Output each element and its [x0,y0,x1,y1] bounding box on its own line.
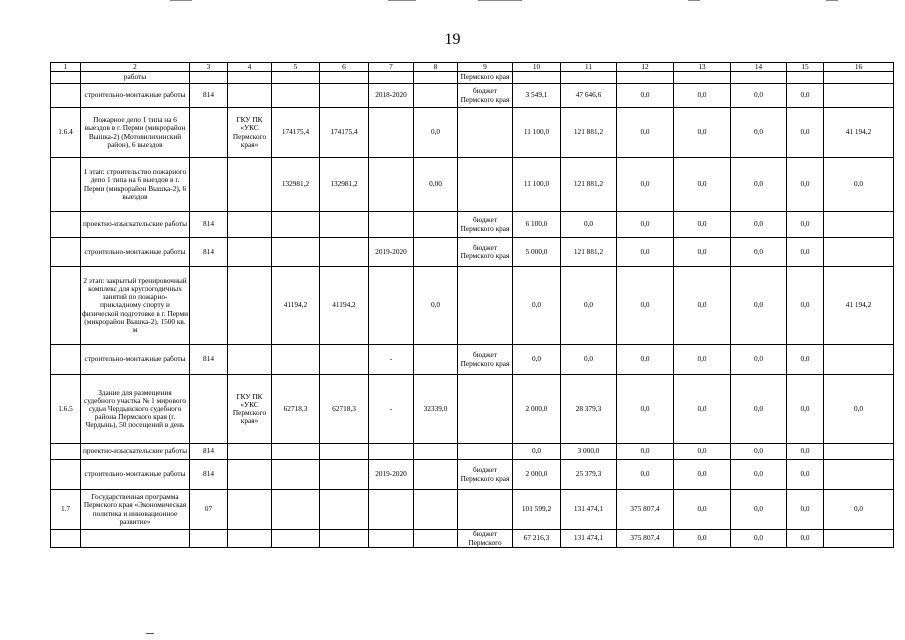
header-cell: 6 [320,63,369,72]
table-cell [824,460,894,490]
table-cell: бюджет Пермского [458,530,513,548]
table-cell: 1.6.4 [51,108,81,158]
table-cell: строительно-монтажные работы [81,460,190,490]
table-cell: работы [81,72,190,84]
table-cell: 121 881,2 [561,238,617,267]
bottom-mark [146,633,154,634]
table-cell: 0,0 [731,460,787,490]
table-cell: 2 000,0 [513,375,561,444]
table-cell [320,460,369,490]
table-cell [414,72,458,84]
table-cell [272,84,320,108]
table-cell: 814 [190,238,228,267]
table-cell: 814 [190,444,228,460]
table-cell [824,72,894,84]
table-cell: ГКУ ПК «УКС Пермского края» [228,375,272,444]
table-cell: 0,0 [674,345,731,375]
table-cell [51,238,81,267]
table-cell [369,444,414,460]
table-cell: 0,0 [617,444,674,460]
table-cell: 0,0 [787,490,824,530]
table-cell: 47 646,6 [561,84,617,108]
table-cell: 0,0 [617,158,674,212]
table-cell: 0,0 [787,444,824,460]
table-cell [272,490,320,530]
table-cell [414,460,458,490]
table-cell [272,460,320,490]
header-cell: 8 [414,63,458,72]
table-cell: 62718,3 [272,375,320,444]
table-cell: 5 000,0 [513,238,561,267]
table-cell: 41194,2 [320,267,369,345]
table-cell: 0,0 [674,444,731,460]
table-cell [513,72,561,84]
table-cell: 62718,3 [320,375,369,444]
table-cell: 132981,2 [272,158,320,212]
table-cell: 0,0 [674,108,731,158]
table-cell [824,345,894,375]
budget-table [50,62,894,548]
table-cell [190,158,228,212]
table-cell [228,490,272,530]
table-cell: 0,0 [731,375,787,444]
table-cell: 0,0 [561,267,617,345]
table-cell: 3 000,0 [561,444,617,460]
table-cell [824,530,894,548]
table-cell: 0,0 [617,212,674,238]
table-cell [272,345,320,375]
table-cell: бюджет Пермского края [458,238,513,267]
table-cell: 375 807,4 [617,490,674,530]
table-cell: бюджет Пермского края [458,460,513,490]
table-cell: 0,0 [617,84,674,108]
table-cell [51,267,81,345]
table-cell: 0,0 [513,345,561,375]
table-cell [320,212,369,238]
table-cell [414,84,458,108]
table-cell [458,108,513,158]
table-cell: 0,0 [617,460,674,490]
table-cell [824,212,894,238]
header-cell: 10 [513,63,561,72]
table-cell [190,267,228,345]
table-cell [458,267,513,345]
table-row [51,375,894,444]
table-cell [228,84,272,108]
table-cell [617,72,674,84]
top-edge-line [170,0,192,1]
top-edge-line [826,0,838,1]
table-cell: Государственная программа Пермского края «Экономическая политика и инновационное развитие» [81,490,190,530]
table-cell [320,345,369,375]
table-cell [228,345,272,375]
table-cell: 131 474,1 [561,490,617,530]
table-cell: 2 000,0 [513,460,561,490]
table-row [51,490,894,530]
table-cell [51,444,81,460]
table-cell [51,212,81,238]
table-cell: 2018-2020 [369,84,414,108]
table-row [51,158,894,212]
table-cell [51,345,81,375]
table-cell: 814 [190,212,228,238]
table-cell [81,530,190,548]
table-cell: 41 194,2 [824,108,894,158]
table-row [51,108,894,158]
table-cell [731,72,787,84]
table-cell: 0,0 [674,158,731,212]
header-cell: 12 [617,63,674,72]
table-cell: 0,0 [787,84,824,108]
table-row [51,345,894,375]
table-cell: 0,0 [731,267,787,345]
table-cell [51,460,81,490]
top-edge-line [688,0,700,1]
header-cell: 1 [51,63,81,72]
table-cell [369,72,414,84]
table-cell: 0,0 [674,84,731,108]
table-cell: 0,0 [674,238,731,267]
table-cell [272,444,320,460]
table-cell: 174175,4 [320,108,369,158]
table-cell [272,238,320,267]
table-cell: строительно-монтажные работы [81,84,190,108]
table-cell: 0,0 [674,530,731,548]
table-cell [228,212,272,238]
table-cell: 0,0 [787,345,824,375]
table-cell: - [369,375,414,444]
table-cell [51,84,81,108]
table-cell: 0,0 [731,444,787,460]
table-cell: 0,0 [561,212,617,238]
table-cell: 174175,4 [272,108,320,158]
table-cell: 0,0 [731,345,787,375]
table-cell [824,84,894,108]
table-row [51,72,894,84]
table-row [51,238,894,267]
table-cell [369,267,414,345]
table-cell: 6 100,0 [513,212,561,238]
table-cell: 132981,2 [320,158,369,212]
table-cell: 0,0 [731,212,787,238]
table-cell [228,158,272,212]
table-cell: 0,0 [414,267,458,345]
table-cell [228,530,272,548]
header-cell: 9 [458,63,513,72]
table-cell: бюджет Пермского края [458,345,513,375]
table-cell [320,238,369,267]
table-cell: Пожарное депо 1 типа на 6 выездов в г. Перми (микрорайон Вышка-2) (Мотовилихинский район), 6 выездов [81,108,190,158]
table-cell [824,238,894,267]
table-cell: 814 [190,84,228,108]
header-cell: 11 [561,63,617,72]
header-cell: 5 [272,63,320,72]
table-cell: 0,0 [824,375,894,444]
table-cell [458,490,513,530]
table-cell [674,72,731,84]
table-cell [228,72,272,84]
table-row [51,212,894,238]
table-cell: 0,0 [617,375,674,444]
table-cell: 101 599,2 [513,490,561,530]
table-cell: строительно-монтажные работы [81,238,190,267]
table-cell [320,84,369,108]
table-cell [320,444,369,460]
top-edge-line [478,0,522,1]
table-cell: 0,0 [617,345,674,375]
table-cell [190,108,228,158]
table-cell: 0,0 [787,460,824,490]
table-cell: бюджет Пермского края [458,84,513,108]
table-cell: 41 194,2 [824,267,894,345]
table-cell: 0,0 [787,267,824,345]
header-row [51,63,894,72]
table-cell [824,444,894,460]
table-cell [414,444,458,460]
table-cell [414,530,458,548]
table-cell [458,375,513,444]
table-cell: 1.6.5 [51,375,81,444]
table-cell: 0,0 [731,530,787,548]
table-cell: 0,0 [787,212,824,238]
header-cell: 3 [190,63,228,72]
table-cell: 0,0 [674,267,731,345]
table-cell: 0,0 [674,460,731,490]
header-cell: 7 [369,63,414,72]
table-cell [369,490,414,530]
table-cell [51,158,81,212]
table-cell: 0,0 [731,158,787,212]
page-number: 19 [444,31,461,48]
table-cell [458,444,513,460]
table-cell: 121 881,2 [561,108,617,158]
table-cell: Здание для размещения судебного участка № 1 мирового судьи Чердынского судебного района Пермского края (г. Чердынь), 50 посещений в день [81,375,190,444]
table-cell [51,72,81,84]
table-cell: 0,0 [513,444,561,460]
table-cell [272,530,320,548]
table-cell: 41194,2 [272,267,320,345]
table-cell [51,530,81,548]
table-cell: проектно-изыскательские работы [81,444,190,460]
table-cell [320,72,369,84]
table-cell [414,212,458,238]
table-cell: 0,0 [731,84,787,108]
table-cell: 814 [190,460,228,490]
table-cell: 0,00 [414,158,458,212]
table-cell: строительно-монтажные работы [81,345,190,375]
table-cell: 131 474,1 [561,530,617,548]
header-cell: 15 [787,63,824,72]
table-cell: 0,0 [513,267,561,345]
table-cell: 07 [190,490,228,530]
table-cell [272,212,320,238]
header-cell: 4 [228,63,272,72]
table-cell: 28 379,3 [561,375,617,444]
table-cell [458,158,513,212]
table-cell [190,530,228,548]
header-cell: 2 [81,63,190,72]
table-cell: 0,0 [674,490,731,530]
table-cell: 0,0 [731,238,787,267]
table-cell: 375 807,4 [617,530,674,548]
header-cell: 16 [824,63,894,72]
table-cell: 32339,0 [414,375,458,444]
table-cell [369,530,414,548]
table-cell: - [369,345,414,375]
table-cell [190,72,228,84]
table-cell [787,72,824,84]
table-cell [369,158,414,212]
table-row [51,460,894,490]
table-cell [228,444,272,460]
table-cell: проектно-изыскательские работы [81,212,190,238]
table-row [51,84,894,108]
table-row [51,530,894,548]
table-cell [320,490,369,530]
table-cell [228,460,272,490]
table-cell [272,72,320,84]
table-cell: 0,0 [674,212,731,238]
table-row [51,267,894,345]
table-cell: 1.7 [51,490,81,530]
table-cell [414,490,458,530]
header-cell: 14 [731,63,787,72]
table-cell: 2 этап: закрытый тренировочный комплекс для круглогодичных занятий по пожарно-прикладному спорту и физической подготовке в г. Перми (микрорайон Вышка-2), 1500 кв. м [81,267,190,345]
table-cell: 0,0 [731,108,787,158]
table-cell: 2019-2020 [369,238,414,267]
table-cell [414,345,458,375]
top-edge-line [388,0,416,1]
table-cell: 0,0 [787,158,824,212]
table-cell: 0,0 [617,238,674,267]
table-cell [561,72,617,84]
table-cell [228,267,272,345]
table-cell: 0,0 [787,238,824,267]
table-cell: 0,0 [824,490,894,530]
table-cell: 11 100,0 [513,108,561,158]
table-cell: Пермского края [458,72,513,84]
table-cell [369,212,414,238]
table-cell: 0,0 [824,158,894,212]
table-cell [190,375,228,444]
table-cell: 1 этап: строительство пожарного депо 1 типа на 6 выездов в г. Перми (микрорайон Вышка-2), 6 выездов [81,158,190,212]
table-cell: 0,0 [674,375,731,444]
table-cell [414,238,458,267]
table-cell [228,238,272,267]
table-cell: 121 881,2 [561,158,617,212]
table-cell: 2019-2020 [369,460,414,490]
table-cell: 25 379,3 [561,460,617,490]
table-cell: 0,0 [561,345,617,375]
table-cell: 67 216,3 [513,530,561,548]
table-cell: 814 [190,345,228,375]
table-cell: 0,0 [787,375,824,444]
table-cell: 3 549,1 [513,84,561,108]
table-cell: бюджет Пермского края [458,212,513,238]
table-cell: 0,0 [617,108,674,158]
table-cell: ГКУ ПК «УКС Пермского края» [228,108,272,158]
table-cell: 0,0 [787,530,824,548]
table-cell: 0,0 [787,108,824,158]
table-cell [369,108,414,158]
table-cell: 0,0 [617,267,674,345]
table-row [51,444,894,460]
table-cell: 11 100,0 [513,158,561,212]
table-cell: 0,0 [731,490,787,530]
table-cell: 0,0 [414,108,458,158]
header-cell: 13 [674,63,731,72]
table-cell [320,530,369,548]
